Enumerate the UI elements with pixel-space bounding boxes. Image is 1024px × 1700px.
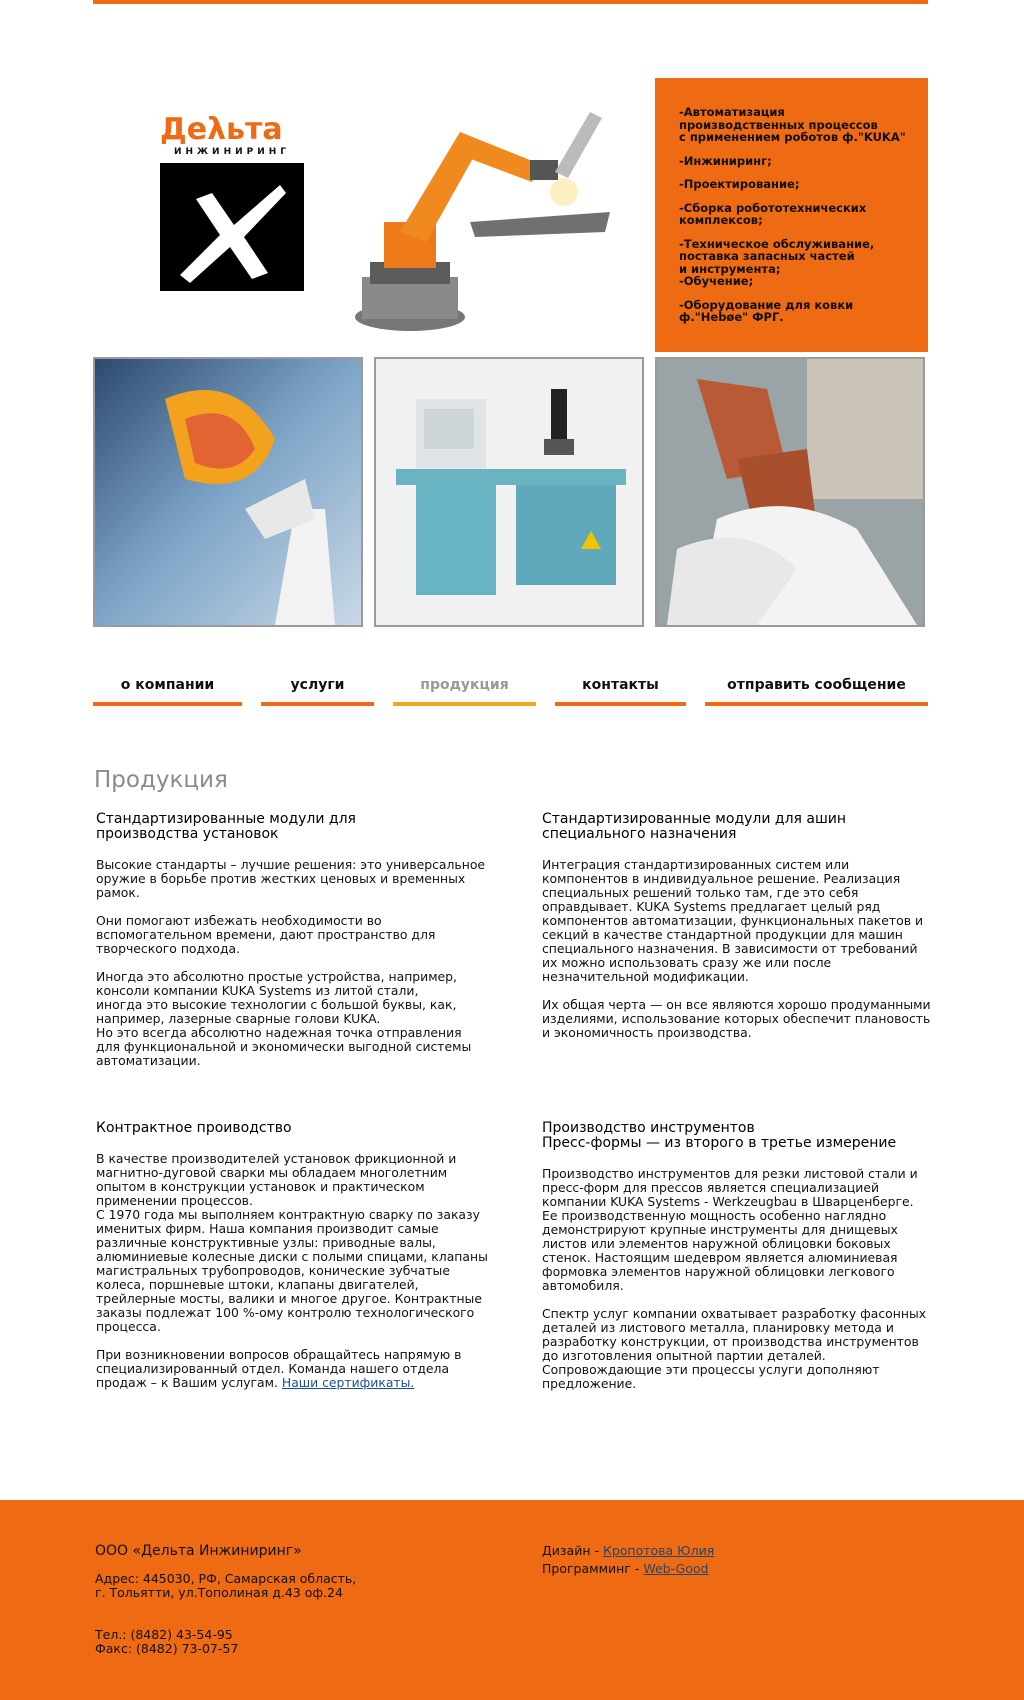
robot-banner-image <box>340 72 640 350</box>
section-title: Стандартизированные модули для ашин специального назначения <box>542 811 847 842</box>
service-item: -Оборудование для ковки ф."Hebøe" ФРГ. <box>679 297 854 324</box>
service-item: -Техническое обслуживание, поставка запасных частей и инструмента; -Обучение; <box>679 236 875 288</box>
nav-contacts[interactable]: контакты <box>555 676 686 706</box>
section-paragraph: В качестве производителей установок фрикционной и магнитно-дуговой сварки мы обладаем многолетним опытом в конструкции установок и практическом применении процессов. С 1970 года мы выполняем контрактную сварку по заказу именитых фирм. Наша компания производит самые различные конструктивные узлы: приводные валы, алюминиевые колесные диски с полыми спицами, клапаны магистральных трубопроводов, конические зубчатые колеса, поршневые штоки, клапаны двигателей, трейлерные мосты, валики и многое другое. Контрактные заказы подлежат 100 %-ому контролю технологического процесса. <box>96 1151 488 1334</box>
designer-link[interactable]: Кропотова Юлия <box>602 1543 715 1558</box>
footer-address: Адрес: 445030, РФ, Самарская область, г. Тольятти, ул.Тополиная д.43 оф.24 <box>95 1571 357 1600</box>
design-label: Дизайн - <box>542 1543 603 1558</box>
footer-credits <box>542 1542 714 1578</box>
contact-text: При возникновении вопросов обращайтесь напрямую в специализированный отдел. Команда нашего отдела продаж – к Вашим услугам. <box>96 1347 462 1390</box>
top-accent-bar <box>93 0 928 4</box>
section-title: Контрактное проиводство <box>96 1120 292 1136</box>
footer-phones <box>95 1628 238 1656</box>
photo-machine <box>374 357 644 627</box>
section-title: Стандартизированные модули для производства установок <box>96 811 356 842</box>
section-paragraph: Иногда это абсолютно простые устройства, например, консоли компании KUKA Systems из литой стали, иногда это высокие технологии с большой буквы, как, например, лазерные сварные голови KUKA. Но это всегда абсолютно надежная точка отправления для функциональной и экономически выгодной системы автоматизации. <box>96 969 472 1068</box>
nav-send-message[interactable]: отправить сообщение <box>705 676 928 706</box>
programmer-link[interactable]: Web-Good <box>643 1561 709 1576</box>
photo-robot-arm <box>93 357 363 627</box>
photo-milling-robot <box>655 357 925 627</box>
nav-products[interactable]: продукция <box>393 676 536 706</box>
programming-label: Программинг - <box>542 1561 644 1576</box>
logo-wordmark: Деλьта <box>160 112 283 147</box>
certificates-link[interactable]: Наши сертификаты. <box>281 1375 415 1390</box>
section-title: Производство инструментов Пресс-формы — из второго в третье измерение <box>542 1120 897 1151</box>
section-contract-production <box>96 1121 491 1404</box>
footer-phone: Тел.: (8482) 43-54-95 <box>95 1627 233 1642</box>
footer <box>0 1500 1024 1700</box>
service-item: -Инжиниринг; <box>679 153 772 168</box>
service-item: -Сборка робототехнических комплексов; <box>679 200 867 227</box>
nav-services[interactable]: услуги <box>261 676 374 706</box>
service-item: -Проектирование; <box>679 177 800 191</box>
company-logo[interactable] <box>160 112 304 291</box>
section-paragraph: Спектр услуг компании охватывает разработку фасонных деталей из листового металла, планировку метода и разработку конструкции, от производства инструментов до изготовления опытной партии деталей. Сопровождающие эти процессы услуги дополняют предложение. <box>542 1306 927 1391</box>
logo-subtitle: ИНЖИНИРИНГ <box>173 147 291 157</box>
service-item: -Автоматизация производственных процессов с применением роботов ф."KUKA" <box>679 105 906 144</box>
page-title: Продукция <box>94 767 228 793</box>
section-paragraph: Интеграция стандартизированных систем или компонентов в индивидуальное решение. Реализация специальных решений только там, где это себя оправдывает. KUKA Systems предлагает целый ряд компонентов автоматизации, функциональных пакетов и секций в качестве стандартной продукции для машин специального назначения. В зависимости от требований их можно использовать сразу же или после незначительной модификации. <box>542 857 924 984</box>
section-paragraph: Высокие стандарты – лучшие решения: это универсальное оружие в борьбе против жестких ценовых и временных рамок. <box>96 857 486 900</box>
section-paragraph: Они помогают избежать необходимости во вспомогательном времени, дают пространство для творческого подхода. <box>96 913 436 956</box>
section-standard-modules-machines <box>542 812 937 1054</box>
footer-company-name: ООО «Дельта Инжиниринг» <box>95 1543 302 1559</box>
footer-fax: Факс: (8482) 73-07-57 <box>95 1641 239 1656</box>
section-paragraph: Производство инструментов для резки листовой стали и пресс-форм для прессов является специализацией компании KUKA Systems - Werkzeugbau в Шварценберге. Ее производственную мощность особенно наглядно демонстрируют крупные инструменты для днищевых листов или элементов наружной облицовки боковых стенок. Настоящим шедевром является алюминиевая формовка элементов наружной облицовки легкового автомобиля. <box>542 1166 918 1293</box>
section-tool-production <box>542 1121 937 1405</box>
nav-about[interactable]: о компании <box>93 676 242 706</box>
section-paragraph <box>96 1348 491 1390</box>
services-list-panel <box>655 78 928 352</box>
section-standard-modules-installations <box>96 812 491 1082</box>
section-paragraph: Их общая черта — он все являются хорошо продуманными изделиями, использование которых обеспечит плановость и экономичность производства. <box>542 997 931 1040</box>
logo-emblem <box>160 163 304 291</box>
